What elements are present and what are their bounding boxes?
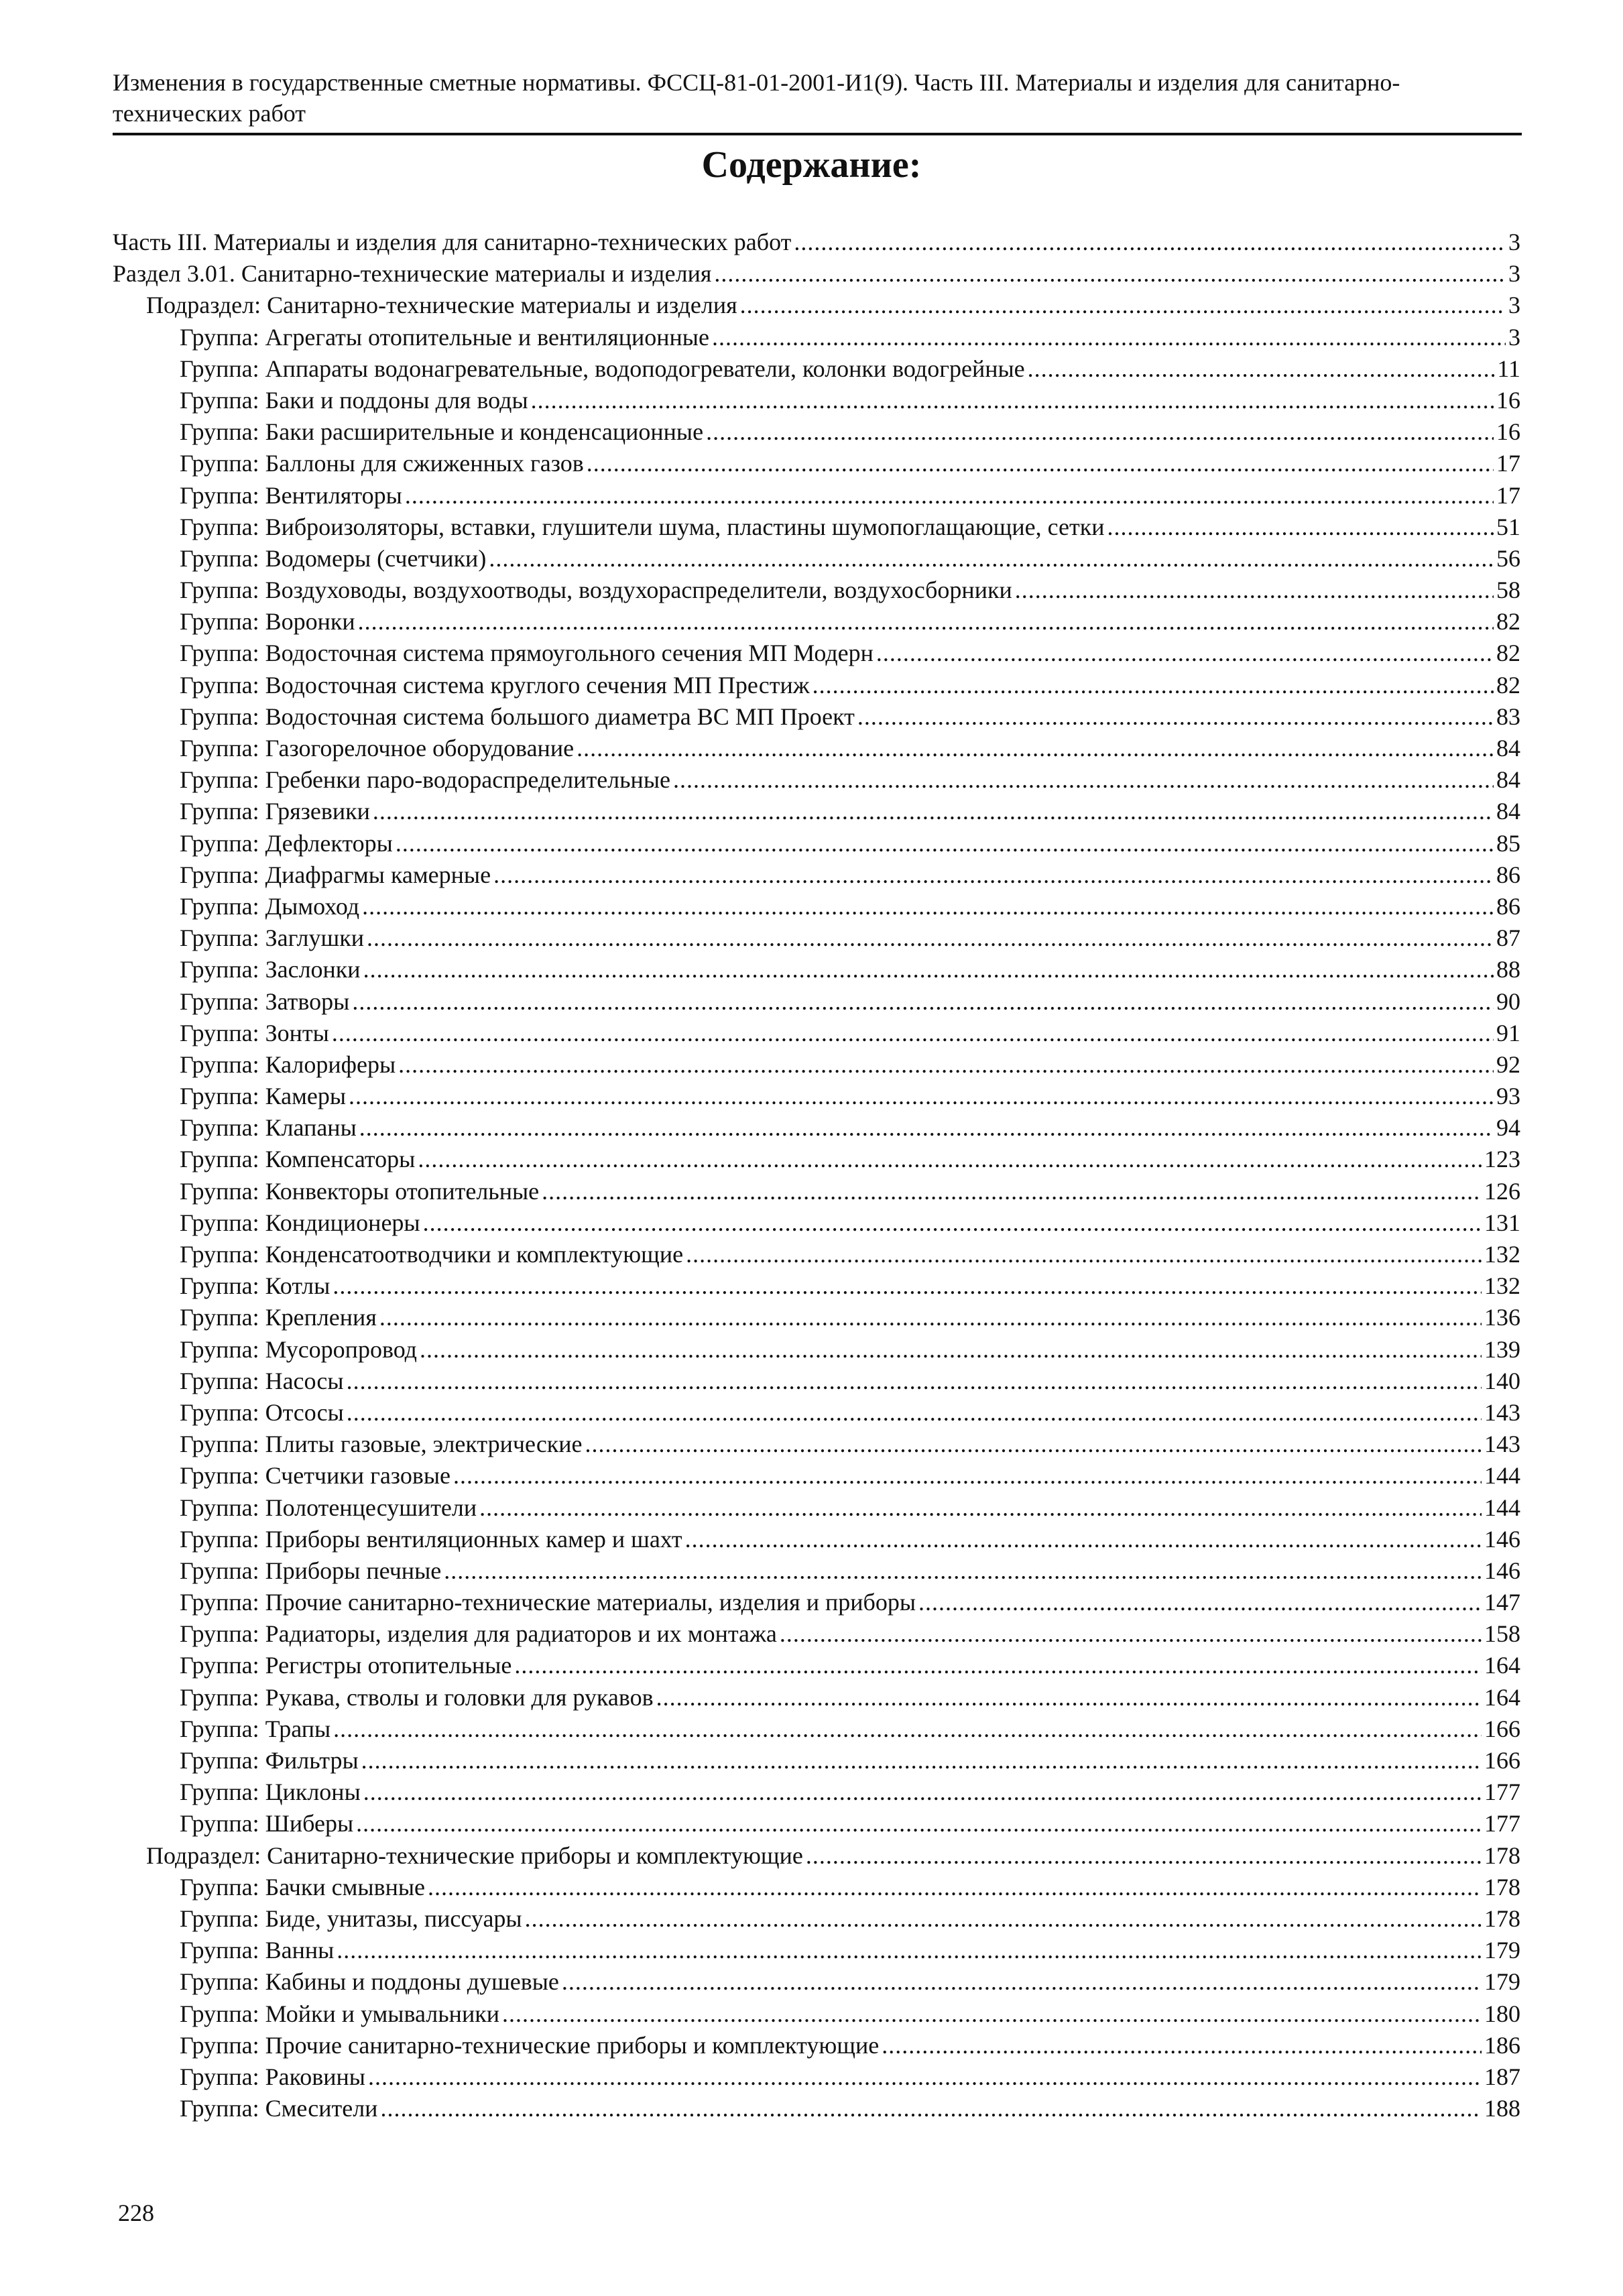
toc-entry[interactable] (113, 2093, 1520, 2124)
toc-entry[interactable] (113, 606, 1520, 638)
toc-entry[interactable] (113, 1776, 1520, 1808)
toc-entry-page: 179 (1484, 1968, 1520, 1996)
toc-entry-label: Группа: Клапаны (180, 1114, 357, 1142)
toc-dot-leader (587, 448, 1494, 479)
toc-entry-label: Группа: Водосточная система круглого сечения МП Престиж (180, 671, 810, 699)
toc-dot-leader (362, 891, 1494, 922)
toc-entry[interactable] (113, 922, 1520, 954)
toc-dot-leader (813, 670, 1494, 701)
toc-entry[interactable] (113, 1049, 1520, 1081)
toc-dot-leader (514, 1650, 1482, 1681)
toc-dot-leader (489, 543, 1494, 575)
toc-entry[interactable] (113, 1650, 1520, 1681)
toc-entry-label: Группа: Отсосы (180, 1398, 344, 1426)
toc-entry[interactable] (113, 1903, 1520, 1935)
toc-entry[interactable] (113, 1397, 1520, 1429)
toc-dot-leader (347, 1366, 1482, 1397)
toc-entry[interactable] (113, 891, 1520, 922)
toc-entry-page: 178 (1484, 1841, 1520, 1869)
toc-entry-page: 3 (1508, 323, 1520, 351)
toc-entry-page: 84 (1496, 766, 1520, 794)
toc-entry-label: Раздел 3.01. Санитарно-технические материалы и изделия (113, 260, 712, 288)
toc-entry-label: Группа: Затворы (180, 987, 350, 1015)
toc-entry-page: 143 (1484, 1431, 1520, 1458)
toc-entry-page: 146 (1484, 1525, 1520, 1553)
toc-entry[interactable] (113, 859, 1520, 891)
toc-entry[interactable] (113, 2030, 1520, 2061)
toc-dot-leader (349, 1081, 1494, 1112)
toc-entry-label: Группа: Регистры отопительные (180, 1652, 512, 1679)
toc-entry-page: 140 (1484, 1367, 1520, 1394)
toc-dot-leader (502, 1998, 1482, 2030)
toc-entry-page: 146 (1484, 1557, 1520, 1584)
toc-entry[interactable] (113, 1081, 1520, 1112)
toc-entry-label: Группа: Заглушки (180, 924, 364, 952)
toc-entry-label: Группа: Баки расширительные и конденсационные (180, 418, 704, 446)
toc-entry-page: 87 (1496, 924, 1520, 952)
toc-entry-label: Группа: Водосточная система большого диаметра ВС МП Проект (180, 703, 855, 730)
toc-entry[interactable] (113, 290, 1520, 321)
toc-entry[interactable] (113, 1998, 1520, 2030)
toc-entry[interactable] (113, 1682, 1520, 1713)
toc-entry-label: Группа: Гребенки паро-водораспределительные (180, 766, 670, 794)
toc-dot-leader (398, 1049, 1494, 1081)
toc-entry-label: Группа: Баллоны для сжиженных газов (180, 450, 584, 477)
table-of-contents (113, 227, 1520, 2124)
toc-entry-label: Группа: Компенсаторы (180, 1146, 416, 1173)
toc-entry[interactable] (113, 258, 1520, 290)
toc-entry-label: Группа: Приборы печные (180, 1557, 442, 1584)
toc-entry-page: 177 (1484, 1810, 1520, 1837)
toc-entry-label: Группа: Радиаторы, изделия для радиаторов и их монтажа (180, 1620, 777, 1648)
toc-entry-page: 144 (1484, 1494, 1520, 1521)
toc-dot-leader (525, 1903, 1482, 1935)
toc-entry-label: Группа: Бачки смывные (180, 1873, 426, 1900)
toc-entry-page: 188 (1484, 2095, 1520, 2122)
toc-entry-page: 16 (1496, 418, 1520, 446)
toc-entry-page: 139 (1484, 1335, 1520, 1363)
toc-entry-label: Группа: Фильтры (180, 1747, 359, 1774)
toc-entry[interactable] (113, 1366, 1520, 1397)
toc-entry-label: Группа: Счетчики газовые (180, 1462, 450, 1490)
toc-entry-label: Подраздел: Санитарно-технические приборы и комплектующие (146, 1841, 803, 1869)
toc-entry[interactable] (113, 448, 1520, 479)
toc-entry-page: 17 (1496, 450, 1520, 477)
toc-entry-label: Группа: Диафрагмы камерные (180, 861, 491, 888)
toc-entry-page: 180 (1484, 2000, 1520, 2027)
toc-entry-label: Группа: Полотенцесушители (180, 1494, 477, 1521)
toc-dot-leader (379, 1302, 1482, 1333)
toc-entry-label: Группа: Плиты газовые, электрические (180, 1431, 583, 1458)
toc-entry[interactable] (113, 227, 1520, 258)
toc-entry-label: Группа: Конденсатоотводчики и комплектующие (180, 1241, 684, 1268)
toc-entry-label: Группа: Крепления (180, 1304, 377, 1331)
toc-entry[interactable] (113, 1460, 1520, 1492)
toc-dot-leader (380, 2093, 1482, 2124)
toc-entry-label: Группа: Камеры (180, 1083, 347, 1110)
toc-entry[interactable] (113, 638, 1520, 669)
toc-entry-label: Группа: Рукава, стволы и головки для рукавов (180, 1683, 654, 1711)
toc-dot-leader (562, 1966, 1482, 1998)
toc-entry-label: Группа: Баки и поддоны для воды (180, 386, 528, 414)
toc-entry-label: Группа: Воздуховоды, воздухоотводы, воздухораспределители, воздухосборники (180, 577, 1012, 604)
toc-entry-page: 131 (1484, 1209, 1520, 1236)
toc-entry[interactable] (113, 575, 1520, 606)
toc-entry-page: 164 (1484, 1652, 1520, 1679)
toc-entry-label: Группа: Смесители (180, 2095, 378, 2122)
toc-dot-leader (356, 1808, 1482, 1839)
toc-dot-leader (333, 1713, 1482, 1745)
toc-entry-label: Группа: Насосы (180, 1367, 344, 1394)
toc-entry[interactable] (113, 796, 1520, 827)
toc-entry-label: Группа: Зонты (180, 1019, 329, 1046)
toc-entry[interactable] (113, 1587, 1520, 1618)
toc-dot-leader (585, 1429, 1482, 1460)
toc-entry-page: 132 (1484, 1241, 1520, 1268)
toc-entry[interactable] (113, 986, 1520, 1018)
toc-entry[interactable] (113, 1555, 1520, 1587)
toc-dot-leader (806, 1840, 1482, 1872)
toc-entry-page: 166 (1484, 1747, 1520, 1774)
toc-entry-page: 85 (1496, 829, 1520, 857)
toc-entry-label: Группа: Кондиционеры (180, 1209, 420, 1236)
toc-entry[interactable] (113, 1492, 1520, 1524)
toc-entry-page: 3 (1508, 260, 1520, 288)
toc-dot-leader (373, 796, 1494, 827)
toc-entry[interactable] (113, 1840, 1520, 1872)
toc-dot-leader (857, 701, 1494, 733)
toc-dot-leader (493, 859, 1494, 891)
toc-dot-leader (656, 1682, 1482, 1713)
toc-entry-page: 136 (1484, 1304, 1520, 1331)
toc-entry[interactable] (113, 1872, 1520, 1903)
toc-entry-page: 82 (1496, 640, 1520, 667)
toc-dot-leader (332, 1018, 1494, 1049)
toc-entry-label: Группа: Трапы (180, 1715, 331, 1742)
toc-dot-leader (714, 258, 1506, 290)
page-title: Содержание: (701, 144, 922, 186)
header-divider (113, 133, 1522, 135)
toc-entry-label: Группа: Вентиляторы (180, 481, 402, 509)
toc-entry-label: Группа: Заслонки (180, 956, 361, 983)
toc-dot-leader (423, 1207, 1482, 1239)
toc-dot-leader (367, 922, 1494, 954)
toc-entry-label: Группа: Котлы (180, 1272, 330, 1300)
toc-entry-page: 84 (1496, 735, 1520, 762)
toc-entry[interactable] (113, 385, 1520, 416)
toc-dot-leader (363, 1776, 1482, 1808)
toc-dot-leader (1028, 353, 1495, 385)
toc-dot-leader (794, 227, 1506, 258)
toc-entry[interactable] (113, 322, 1520, 353)
toc-dot-leader (685, 1524, 1482, 1555)
toc-entry-page: 177 (1484, 1778, 1520, 1806)
toc-entry-page: 143 (1484, 1398, 1520, 1426)
toc-entry-label: Группа: Водосточная система прямоугольного сечения МП Модерн (180, 640, 874, 667)
toc-dot-leader (918, 1587, 1482, 1618)
toc-dot-leader (347, 1397, 1482, 1429)
toc-entry-label: Группа: Циклоны (180, 1778, 361, 1806)
toc-dot-leader (453, 1460, 1482, 1492)
toc-entry-label: Группа: Прочие санитарно-технические материалы, изделия и приборы (180, 1589, 916, 1616)
toc-entry-page: 132 (1484, 1272, 1520, 1300)
toc-entry-label: Группа: Ванны (180, 1937, 335, 1964)
toc-entry-page: 147 (1484, 1589, 1520, 1616)
toc-dot-leader (396, 828, 1494, 859)
toc-entry-page: 56 (1496, 544, 1520, 572)
toc-entry[interactable] (113, 1745, 1520, 1776)
toc-entry-page: 51 (1496, 513, 1520, 540)
toc-entry[interactable] (113, 1239, 1520, 1270)
toc-entry-label: Группа: Водомеры (счетчики) (180, 544, 487, 572)
toc-entry-label: Подраздел: Санитарно-технические материалы и изделия (146, 292, 737, 319)
toc-entry-page: 123 (1484, 1146, 1520, 1173)
toc-entry[interactable] (113, 1207, 1520, 1239)
toc-entry[interactable] (113, 543, 1520, 575)
toc-entry-page: 16 (1496, 386, 1520, 414)
toc-entry[interactable] (113, 1966, 1520, 1998)
toc-entry-page: 82 (1496, 608, 1520, 636)
toc-entry-page: 86 (1496, 861, 1520, 888)
running-header: Изменения в государственные сметные нормативы. ФССЦ-81-01-2001-И1(9). Часть III. Материалы и изделия для санитарно-технических работ (113, 69, 1400, 127)
toc-entry-label: Группа: Приборы вентиляционных камер и шахт (180, 1525, 682, 1553)
toc-entry[interactable] (113, 701, 1520, 733)
toc-dot-leader (706, 416, 1494, 448)
toc-entry-label: Группа: Конвекторы отопительные (180, 1177, 540, 1205)
toc-entry[interactable] (113, 764, 1520, 796)
toc-entry-label: Группа: Раковины (180, 2063, 365, 2090)
toc-entry-page: 164 (1484, 1683, 1520, 1711)
toc-dot-leader (673, 764, 1494, 796)
toc-entry[interactable] (113, 1334, 1520, 1366)
toc-entry[interactable] (113, 1302, 1520, 1333)
toc-entry[interactable] (113, 416, 1520, 448)
toc-entry-page: 3 (1508, 229, 1520, 255)
toc-entry[interactable] (113, 353, 1520, 385)
toc-entry-page: 88 (1496, 956, 1520, 983)
toc-entry[interactable] (113, 1144, 1520, 1175)
toc-entry-label: Группа: Виброизоляторы, вставки, глушители шума, пластины шумопоглащающие, сетки (180, 513, 1105, 540)
toc-dot-leader (333, 1270, 1482, 1302)
toc-entry-page: 86 (1496, 892, 1520, 920)
toc-entry-page: 83 (1496, 703, 1520, 730)
toc-entry-label: Группа: Грязевики (180, 798, 370, 825)
toc-entry[interactable] (113, 2061, 1520, 2093)
toc-dot-leader (428, 1872, 1482, 1903)
toc-entry-page: 84 (1496, 798, 1520, 825)
toc-entry-page: 3 (1508, 292, 1520, 319)
toc-dot-leader (1107, 511, 1494, 543)
toc-entry[interactable] (113, 1524, 1520, 1555)
toc-dot-leader (444, 1555, 1482, 1587)
toc-entry-page: 91 (1496, 1019, 1520, 1046)
toc-entry-label: Группа: Аппараты водонагревательные, водоподогреватели, колонки водогрейные (180, 355, 1025, 382)
toc-entry-label: Группа: Шиберы (180, 1810, 354, 1837)
toc-dot-leader (358, 606, 1494, 638)
toc-dot-leader (542, 1176, 1482, 1207)
toc-entry-page: 144 (1484, 1462, 1520, 1490)
toc-dot-leader (712, 322, 1506, 353)
page-number: 228 (118, 2199, 154, 2226)
toc-entry-label: Группа: Дефлекторы (180, 829, 393, 857)
toc-entry-page: 178 (1484, 1905, 1520, 1932)
toc-entry[interactable] (113, 954, 1520, 985)
toc-dot-leader (368, 2061, 1482, 2093)
toc-entry-page: 126 (1484, 1177, 1520, 1205)
toc-entry[interactable] (113, 1176, 1520, 1207)
toc-entry-page: 187 (1484, 2063, 1520, 2090)
toc-entry[interactable] (113, 1112, 1520, 1144)
toc-entry-label: Группа: Прочие санитарно-технические приборы и комплектующие (180, 2031, 880, 2059)
toc-entry-label: Группа: Газогорелочное оборудование (180, 735, 575, 762)
toc-entry-page: 11 (1497, 355, 1520, 382)
toc-dot-leader (1015, 575, 1494, 606)
toc-entry-label: Группа: Кабины и поддоны душевые (180, 1968, 559, 1996)
toc-entry-page: 178 (1484, 1873, 1520, 1900)
toc-entry-page: 158 (1484, 1620, 1520, 1648)
toc-entry-label: Группа: Дымоход (180, 892, 360, 920)
toc-entry-page: 82 (1496, 671, 1520, 699)
toc-entry[interactable] (113, 733, 1520, 764)
toc-entry[interactable] (113, 1618, 1520, 1650)
toc-entry-page: 94 (1496, 1114, 1520, 1142)
toc-entry[interactable] (113, 670, 1520, 701)
toc-entry[interactable] (113, 1808, 1520, 1839)
toc-entry[interactable] (113, 1018, 1520, 1049)
toc-entry-page: 90 (1496, 987, 1520, 1015)
toc-dot-leader (780, 1618, 1482, 1650)
toc-entry[interactable] (113, 1270, 1520, 1302)
toc-entry[interactable] (113, 511, 1520, 543)
toc-entry-label: Группа: Калориферы (180, 1050, 396, 1078)
toc-dot-leader (363, 954, 1494, 985)
toc-entry[interactable] (113, 1935, 1520, 1966)
toc-dot-leader (337, 1935, 1482, 1966)
toc-entry-page: 179 (1484, 1937, 1520, 1964)
toc-dot-leader (876, 638, 1494, 669)
toc-entry-page: 93 (1496, 1083, 1520, 1110)
toc-entry-label: Группа: Агрегаты отопительные и вентиляционные (180, 323, 709, 351)
toc-dot-leader (740, 290, 1506, 321)
toc-entry-label: Группа: Мойки и умывальники (180, 2000, 499, 2027)
toc-dot-leader (577, 733, 1494, 764)
toc-dot-leader (420, 1334, 1482, 1366)
toc-entry-label: Группа: Воронки (180, 608, 355, 636)
toc-dot-leader (531, 385, 1494, 416)
toc-dot-leader (361, 1745, 1482, 1776)
toc-entry-page: 186 (1484, 2031, 1520, 2059)
toc-entry-page: 92 (1496, 1050, 1520, 1078)
toc-entry[interactable] (113, 1713, 1520, 1745)
toc-entry-label: Группа: Мусоропровод (180, 1335, 417, 1363)
toc-entry-label: Часть III. Материалы и изделия для санитарно-технических работ (113, 229, 792, 255)
toc-dot-leader (359, 1112, 1494, 1144)
toc-dot-leader (418, 1144, 1482, 1175)
toc-entry-page: 166 (1484, 1715, 1520, 1742)
toc-entry[interactable] (113, 480, 1520, 511)
toc-dot-leader (882, 2030, 1482, 2061)
toc-entry[interactable] (113, 828, 1520, 859)
toc-dot-leader (479, 1492, 1482, 1524)
toc-entry[interactable] (113, 1429, 1520, 1460)
toc-entry-label: Группа: Биде, унитазы, писсуары (180, 1905, 522, 1932)
toc-entry-page: 17 (1496, 481, 1520, 509)
toc-entry-page: 58 (1496, 577, 1520, 604)
toc-dot-leader (686, 1239, 1482, 1270)
toc-dot-leader (352, 986, 1494, 1018)
toc-dot-leader (405, 480, 1494, 511)
